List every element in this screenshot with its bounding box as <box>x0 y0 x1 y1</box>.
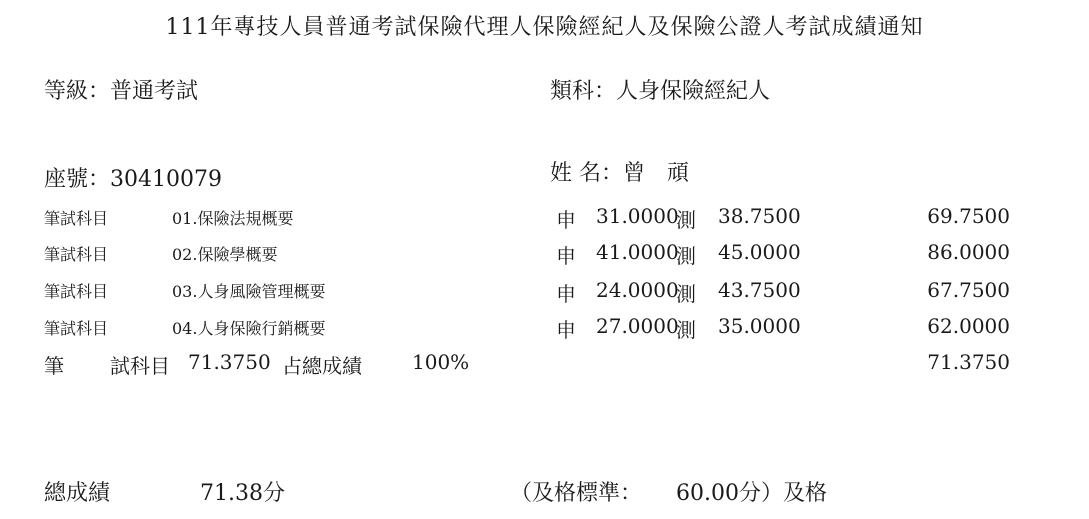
pass-standard-label: （及格標準： <box>510 481 643 506</box>
subject-type: 筆試科目 <box>44 319 109 338</box>
grade-value: 普通考試 <box>110 79 199 104</box>
weight-value: 100% <box>412 350 470 374</box>
subject-name: 04.人身保險行銷概要 <box>172 319 326 338</box>
subject-type: 筆試科目 <box>44 245 109 264</box>
final-score-label: 總成績 <box>44 481 111 506</box>
subject-total: 69.7500 <box>927 204 1010 228</box>
category-field <box>550 74 770 105</box>
seat-value: 30410079 <box>110 167 222 192</box>
seat-field <box>44 162 222 193</box>
seat-label: 座號： <box>44 167 111 192</box>
category-label: 類科： <box>550 79 617 104</box>
subject-symbol: 申 <box>556 208 576 232</box>
subject-total: 67.7500 <box>927 278 1010 302</box>
summary-average: 71.3750 <box>188 350 271 374</box>
subject-type: 筆試科目 <box>44 209 109 228</box>
category-value: 人身保險經紀人 <box>616 79 771 104</box>
subject-symbol: 申 <box>556 244 576 268</box>
subject-score-1: 31.0000 <box>596 204 679 228</box>
subject-name: 01.保險法規概要 <box>172 209 294 228</box>
name-label: 姓 名： <box>550 161 623 186</box>
subject-score-1: 24.0000 <box>596 278 679 302</box>
subject-symbol-2: 測 <box>676 244 696 268</box>
weight-label: 占總成績 <box>282 354 362 378</box>
pass-standard-value: 60.00分）及格 <box>676 481 827 506</box>
subject-symbol-2: 測 <box>676 282 696 306</box>
page-title: 111年專技人員普通考試保險代理人保險經紀人及保險公證人考試成績通知 <box>165 15 924 40</box>
subject-symbol: 申 <box>556 318 576 342</box>
subject-score-2: 43.7500 <box>718 278 801 302</box>
subject-symbol: 申 <box>556 282 576 306</box>
final-score-value: 71.38分 <box>200 481 285 506</box>
subject-total: 86.0000 <box>927 240 1010 264</box>
grade-field <box>44 74 198 105</box>
subject-score-1: 41.0000 <box>596 240 679 264</box>
subject-score-2: 35.0000 <box>718 314 801 338</box>
summary-total: 71.3750 <box>927 350 1010 374</box>
subject-symbol-2: 測 <box>676 318 696 342</box>
subject-name: 03.人身風險管理概要 <box>172 282 326 301</box>
summary-label: 試科目 <box>110 354 170 378</box>
subject-name: 02.保險學概要 <box>172 245 278 264</box>
name-field <box>550 156 689 187</box>
subject-score-2: 45.0000 <box>718 240 801 264</box>
subject-symbol-2: 測 <box>676 208 696 232</box>
subject-total: 62.0000 <box>927 314 1010 338</box>
subject-type: 筆試科目 <box>44 282 109 301</box>
name-value: 曾 頑 <box>623 161 690 186</box>
subject-score-2: 38.7500 <box>718 204 801 228</box>
summary-char: 筆 <box>44 354 64 378</box>
grade-label: 等級： <box>44 79 111 104</box>
subject-score-1: 27.0000 <box>596 314 679 338</box>
